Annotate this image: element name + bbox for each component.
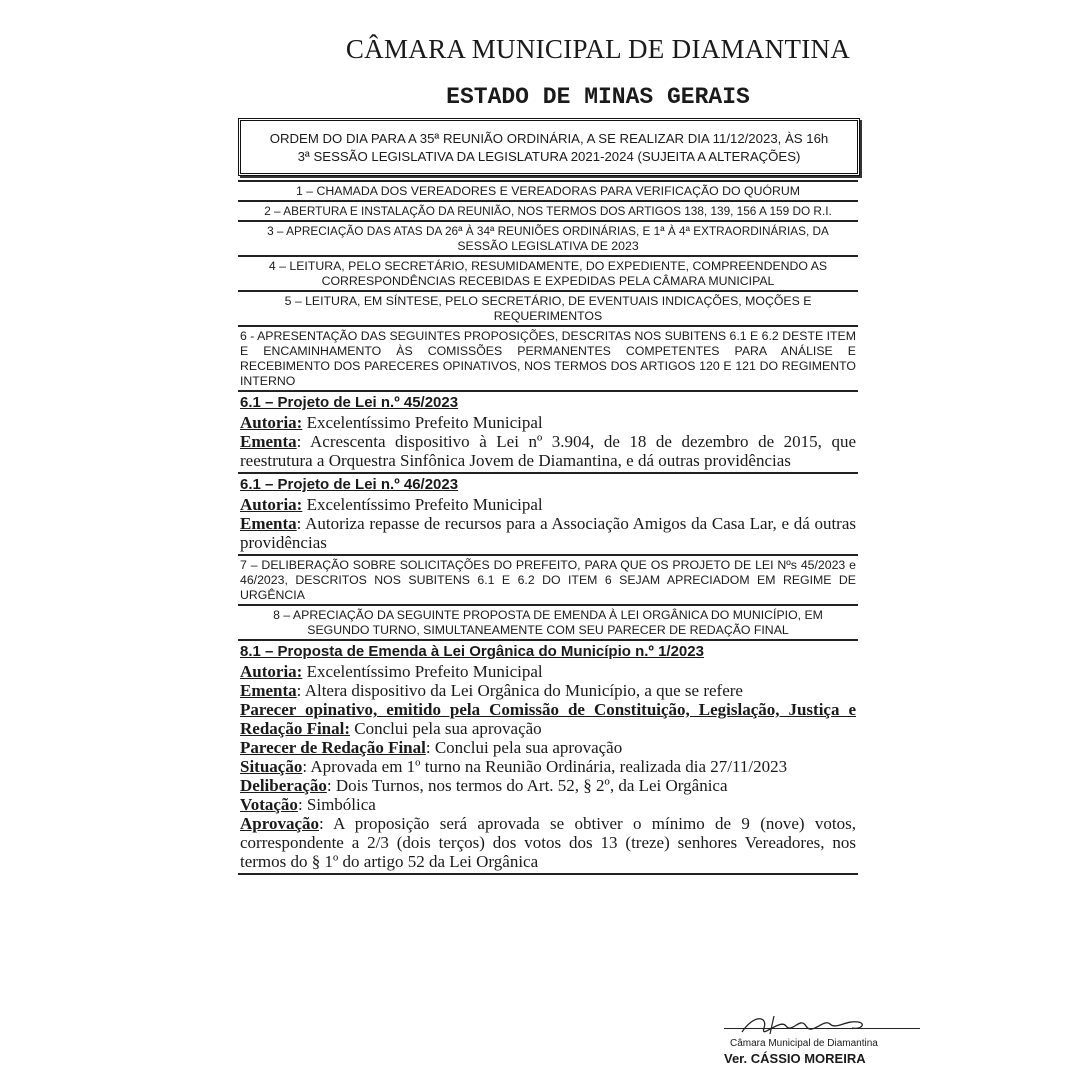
agenda-item-8-line2: SEGUNDO TURNO, SIMULTANEAMENTE COM SEU PARECER DE REDAÇÃO FINAL: [307, 623, 789, 637]
bill-45-autoria-label: Autoria:: [240, 413, 303, 432]
amendment-ementa: : Altera dispositivo da Lei Orgânica do Município, a que se refere: [296, 681, 743, 700]
amendment-parecer-redacao-label: Parecer de Redação Final: [240, 738, 426, 757]
state-title: ESTADO DE MINAS GERAIS: [446, 84, 750, 110]
bill-46-ementa: : Autoriza repasse de recursos para a Associação Amigos da Casa Lar, e dá outras providências: [240, 514, 856, 552]
closing-rule: [238, 873, 858, 875]
amendment-parecer-opinativo-label: Parecer opinativo, emitido pela Comissão de Constituição, Legislação, Justiça e Redação Final:: [240, 700, 856, 738]
agenda-item-5-line1: 5 – LEITURA, EM SÍNTESE, PELO SECRETÁRIO, DE EVENTUAIS INDICAÇÕES, MOÇÕES E: [284, 294, 812, 308]
amendment-aprovacao-label: Aprovação: [240, 814, 320, 833]
bill-45-ementa-label: Ementa: [240, 432, 297, 451]
agenda-item-5-line2: REQUERIMENTOS: [493, 309, 603, 323]
agenda-item-3-line2: SESSÃO LEGISLATIVA DE 2023: [457, 239, 639, 253]
chamber-title: CÂMARA MUNICIPAL DE DIAMANTINA: [345, 34, 851, 64]
agenda-item-8-line1: 8 – APRECIAÇÃO DA SEGUINTE PROPOSTA DE EMENDA À LEI ORGÂNICA DO MUNICÍPIO, EM: [273, 608, 823, 622]
agenda-item-3-line1: 3 – APRECIAÇÃO DAS ATAS DA 26ª À 34ª REUNIÕES ORDINÁRIAS, E 1ª À 4ª EXTRAORDINÁRIAS, DA: [267, 224, 829, 238]
agenda-item-3: [238, 220, 858, 255]
amendment-proposal-1-2023: [238, 639, 858, 873]
agenda-items: [238, 180, 858, 875]
agenda-item-4-line1: 4 – LEITURA, PELO SECRETÁRIO, RESUMIDAMENTE, DO EXPEDIENTE, COMPREENDENDO AS: [268, 259, 828, 273]
agenda-item-1-text: 1 – CHAMADA DOS VEREADORES E VEREADORAS PARA VERIFICAÇÃO DO QUÓRUM: [295, 184, 801, 198]
bill-46-2023: [238, 472, 858, 554]
agenda-header-line1: ORDEM DO DIA PARA A 35ª REUNIÃO ORDINÁRIA, A SE REALIZAR DIA 11/12/2023, ÀS 16h: [269, 131, 829, 146]
document-page: [238, 0, 868, 1080]
amendment-deliberacao-label: Deliberação: [240, 776, 327, 795]
amendment-title: 8.1 – Proposta de Emenda à Lei Orgânica do Município n.º 1/2023: [240, 643, 704, 660]
amendment-autoria: Excelentíssimo Prefeito Municipal: [302, 662, 543, 681]
agenda-item-5: [238, 290, 858, 325]
amendment-parecer-opinativo: Conclui pela sua aprovação: [350, 719, 542, 738]
bill-46-autoria: Excelentíssimo Prefeito Municipal: [302, 495, 543, 514]
agenda-item-4: [238, 255, 858, 290]
amendment-situacao: : Aprovada em 1º turno na Reunião Ordinária, realizada dia 27/11/2023: [302, 757, 788, 776]
amendment-ementa-label: Ementa: [240, 681, 297, 700]
amendment-deliberacao: : Dois Turnos, nos termos do Art. 52, § 2º, da Lei Orgânica: [326, 776, 728, 795]
bill-45-ementa: : Acrescenta dispositivo à Lei nº 3.904, de 18 de dezembro de 2015, que reestrutura a Orquestra Sinfônica Jovem de Diamantina, e dá outras providências: [240, 432, 856, 470]
bill-45-autoria: Excelentíssimo Prefeito Municipal: [302, 413, 543, 432]
stamp-organization: Câmara Municipal de Diamantina: [730, 1038, 878, 1049]
stamp-signer-name: Ver. CÁSSIO MOREIRA: [724, 1051, 866, 1066]
agenda-item-8: [238, 604, 858, 639]
amendment-votacao: : Simbólica: [297, 795, 376, 814]
bill-45-2023: [238, 390, 858, 472]
agenda-item-6: 6 - APRESENTAÇÃO DAS SEGUINTES PROPOSIÇÕES, DESCRITAS NOS SUBITENS 6.1 E 6.2 DESTE ITEM E ENCAMINHAMENTO ÀS COMISSÕES PERMANENTES COMPETENTES PARA ANÁLISE E RECEBIMENTO DOS PARECERES OPINATIVOS, NOS TERMOS DOS ARTIGOS 120 E 121 DO REGIMENTO INTERNO: [238, 325, 858, 390]
amendment-votacao-label: Votação: [240, 795, 298, 814]
bill-46-autoria-label: Autoria:: [240, 495, 303, 514]
agenda-item-4-line2: CORRESPONDÊNCIAS RECEBIDAS E EXPEDIDAS PELA CÂMARA MUNICIPAL: [321, 274, 775, 288]
bill-46-title: 6.1 – Projeto de Lei n.º 46/2023: [240, 476, 459, 493]
handwritten-signature: [734, 1012, 874, 1038]
amendment-parecer-redacao: : Conclui pela sua aprovação: [425, 738, 623, 757]
agenda-header-line2: 3ª SESSÃO LEGISLATIVA DA LEGISLATURA 2021-2024 (SUJEITA A ALTERAÇÕES): [297, 149, 801, 164]
agenda-header-box: [238, 118, 860, 176]
agenda-item-2: [238, 200, 858, 220]
bill-46-ementa-label: Ementa: [240, 514, 297, 533]
amendment-aprovacao: : A proposição será aprovada se obtiver o mínimo de 9 (nove) votos, correspondente a 2/3 (dois terços) dos votos dos 13 (treze) senhores Vereadores, nos termos do § 1º do artigo 52 da Lei Orgânica: [240, 814, 856, 871]
agenda-item-1: [238, 180, 858, 200]
agenda-item-2-text: 2 – ABERTURA E INSTALAÇÃO DA REUNIÃO, NOS TERMOS DOS ARTIGOS 138, 139, 156 A 159 DO R.I.: [264, 204, 832, 218]
amendment-situacao-label: Situação: [240, 757, 303, 776]
amendment-autoria-label: Autoria:: [240, 662, 303, 681]
signature-line: [724, 1028, 920, 1029]
bill-45-title: 6.1 – Projeto de Lei n.º 45/2023: [240, 394, 459, 411]
agenda-item-7: 7 – DELIBERAÇÃO SOBRE SOLICITAÇÕES DO PREFEITO, PARA QUE OS PROJETO DE LEI Nºs 45/2023 e 46/2023, DESCRITOS NOS SUBITENS 6.1 E 6.2 DO ITEM 6 SEJAM APRECIADOM EM REGIME DE URGÊNCIA: [238, 554, 858, 604]
